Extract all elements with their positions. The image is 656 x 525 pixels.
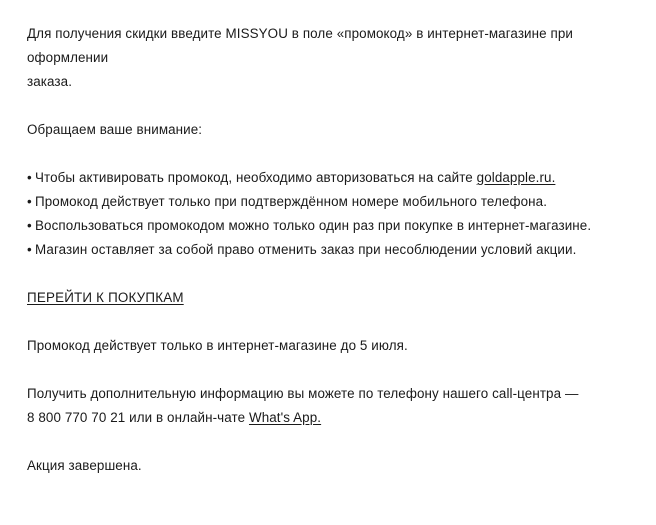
go-shopping-link[interactable]: ПЕРЕЙТИ К ПОКУПКАМ (27, 290, 184, 305)
condition-text: Воспользоваться промокодом можно только один раз при покупке в интернет-магазине. (35, 218, 592, 233)
intro-line-1: Для получения скидки введите MISSYOU в поле «промокод» в интернет-магазине при оформлении (27, 26, 573, 65)
condition-item-phone (27, 190, 652, 214)
whatsapp-chat-link[interactable]: What's App. (248, 410, 322, 425)
bullet-icon: • (27, 170, 32, 185)
promo-terms-content (27, 22, 652, 478)
contact-line-1: Получить дополнительную информацию вы можете по телефону нашего call-центра — (27, 386, 579, 401)
bullet-icon: • (27, 194, 32, 209)
condition-item-once (27, 214, 652, 238)
intro-line-2: заказа. (27, 74, 73, 89)
goldapple-site-link[interactable]: goldapple.ru. (476, 170, 556, 185)
condition-text: Промокод действует только при подтверждённом номере мобильного телефона. (35, 194, 548, 209)
validity-text: Промокод действует только в интернет-магазине до 5 июля. (27, 338, 408, 353)
condition-item-authorize (27, 166, 652, 190)
contact-phone-text: 8 800 770 70 21 или в онлайн-чате (27, 410, 249, 425)
intro-paragraph (27, 22, 652, 94)
conditions-list (27, 166, 652, 262)
promo-status-text: Акция завершена. (27, 458, 142, 473)
condition-text: Магазин оставляет за собой право отменить заказ при несоблюдении условий акции. (35, 242, 577, 257)
condition-text: Чтобы активировать промокод, необходимо авторизоваться на сайте (35, 170, 477, 185)
bullet-icon: • (27, 242, 32, 257)
contact-paragraph (27, 382, 652, 430)
bullet-icon: • (27, 218, 32, 233)
condition-item-cancel (27, 238, 652, 262)
notice-heading: Обращаем ваше внимание: (27, 122, 203, 137)
